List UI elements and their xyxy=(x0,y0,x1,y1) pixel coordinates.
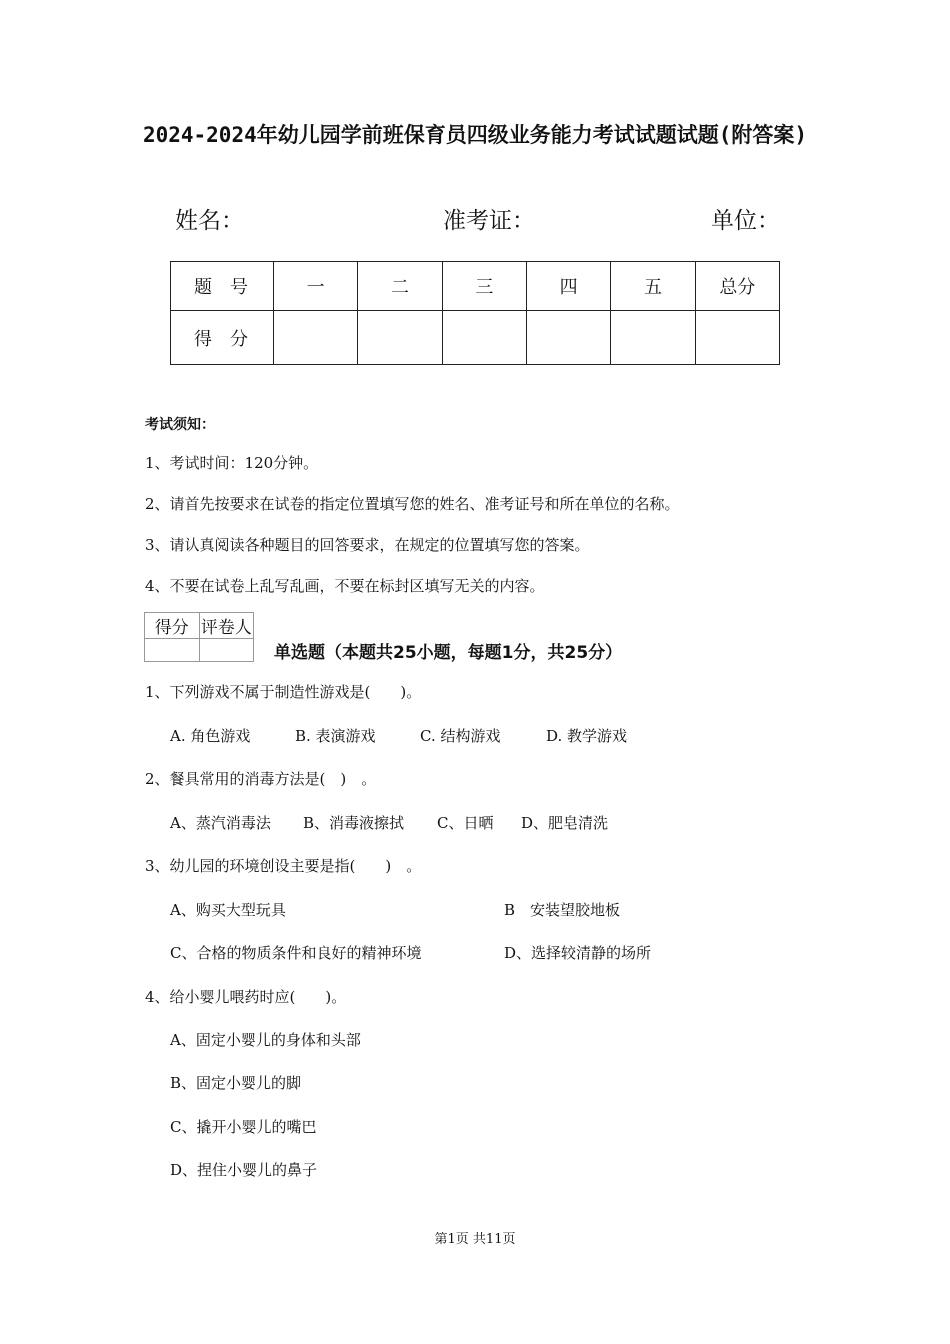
question-option: B. 表演游戏 xyxy=(295,727,376,745)
question-option: D、肥皂清洗 xyxy=(521,814,609,832)
question-stem: 4、给小婴儿喂药时应( )。 xyxy=(145,988,347,1006)
note-item: 3、请认真阅读各种题目的回答要求，在规定的位置填写您的答案。 xyxy=(145,536,590,554)
score-table-column: 总分 xyxy=(695,262,779,311)
question-option: C. 结构游戏 xyxy=(420,727,501,745)
score-cell[interactable] xyxy=(358,311,442,365)
score-table xyxy=(170,261,780,365)
document-title: 2024-2024年幼儿园学前班保育员四级业务能力考试试题试题(附答案) xyxy=(142,123,808,147)
score-cell[interactable] xyxy=(695,311,779,365)
grader-name-cell[interactable] xyxy=(199,639,254,662)
notes-title: 考试须知： xyxy=(145,417,215,433)
question-option: B 安装望胶地板 xyxy=(504,901,621,919)
score-table-column: 一 xyxy=(274,262,358,311)
question-option: D、选择较清静的场所 xyxy=(504,944,652,962)
score-cell[interactable] xyxy=(274,311,358,365)
question-option: A、蒸汽消毒法 xyxy=(170,814,271,832)
page-footer: 第1页 共11页 xyxy=(434,1232,516,1247)
score-table-column: 五 xyxy=(611,262,695,311)
question-option: A、固定小婴儿的身体和头部 xyxy=(170,1031,361,1049)
question-option: C、日晒 xyxy=(437,814,494,832)
grader-name-label: 评卷人 xyxy=(199,613,254,639)
score-table-column: 三 xyxy=(442,262,526,311)
name-field-label: 姓名： xyxy=(175,208,244,234)
question-option: A、购买大型玩具 xyxy=(170,901,286,919)
grader-score-cell[interactable] xyxy=(145,639,200,662)
score-table-score-label: 得分 xyxy=(171,311,274,365)
score-table-column: 二 xyxy=(358,262,442,311)
score-table-column: 四 xyxy=(526,262,610,311)
question-option: B、消毒液擦拭 xyxy=(303,814,405,832)
question-option: B、固定小婴儿的脚 xyxy=(170,1074,302,1092)
grader-box xyxy=(144,612,254,662)
grader-score-label: 得分 xyxy=(145,613,200,639)
question-stem: 3、幼儿园的环境创设主要是指( ) 。 xyxy=(145,857,422,875)
score-table-score-row xyxy=(171,311,780,365)
note-item: 2、请首先按要求在试卷的指定位置填写您的姓名、准考证号和所在单位的名称。 xyxy=(145,495,680,513)
score-table-header-row xyxy=(171,262,780,311)
note-item: 1、考试时间：120分钟。 xyxy=(145,454,319,472)
question-option: A. 角色游戏 xyxy=(170,727,251,745)
question-stem: 1、下列游戏不属于制造性游戏是( )。 xyxy=(145,683,422,701)
question-stem: 2、餐具常用的消毒方法是( ) 。 xyxy=(145,770,377,788)
score-cell[interactable] xyxy=(526,311,610,365)
score-table-header-label: 题号 xyxy=(171,262,274,311)
unit-field-label: 单位： xyxy=(711,208,780,234)
question-option: D. 教学游戏 xyxy=(546,727,628,745)
question-option: D、捏住小婴儿的鼻子 xyxy=(170,1161,318,1179)
exam-id-field-label: 准考证： xyxy=(443,208,535,234)
section-title: 单选题（本题共25小题，每题1分，共25分） xyxy=(274,643,623,663)
question-option: C、合格的物质条件和良好的精神环境 xyxy=(170,944,422,962)
question-option: C、撬开小婴儿的嘴巴 xyxy=(170,1118,317,1136)
score-cell[interactable] xyxy=(442,311,526,365)
score-cell[interactable] xyxy=(611,311,695,365)
note-item: 4、不要在试卷上乱写乱画，不要在标封区填写无关的内容。 xyxy=(145,577,545,595)
